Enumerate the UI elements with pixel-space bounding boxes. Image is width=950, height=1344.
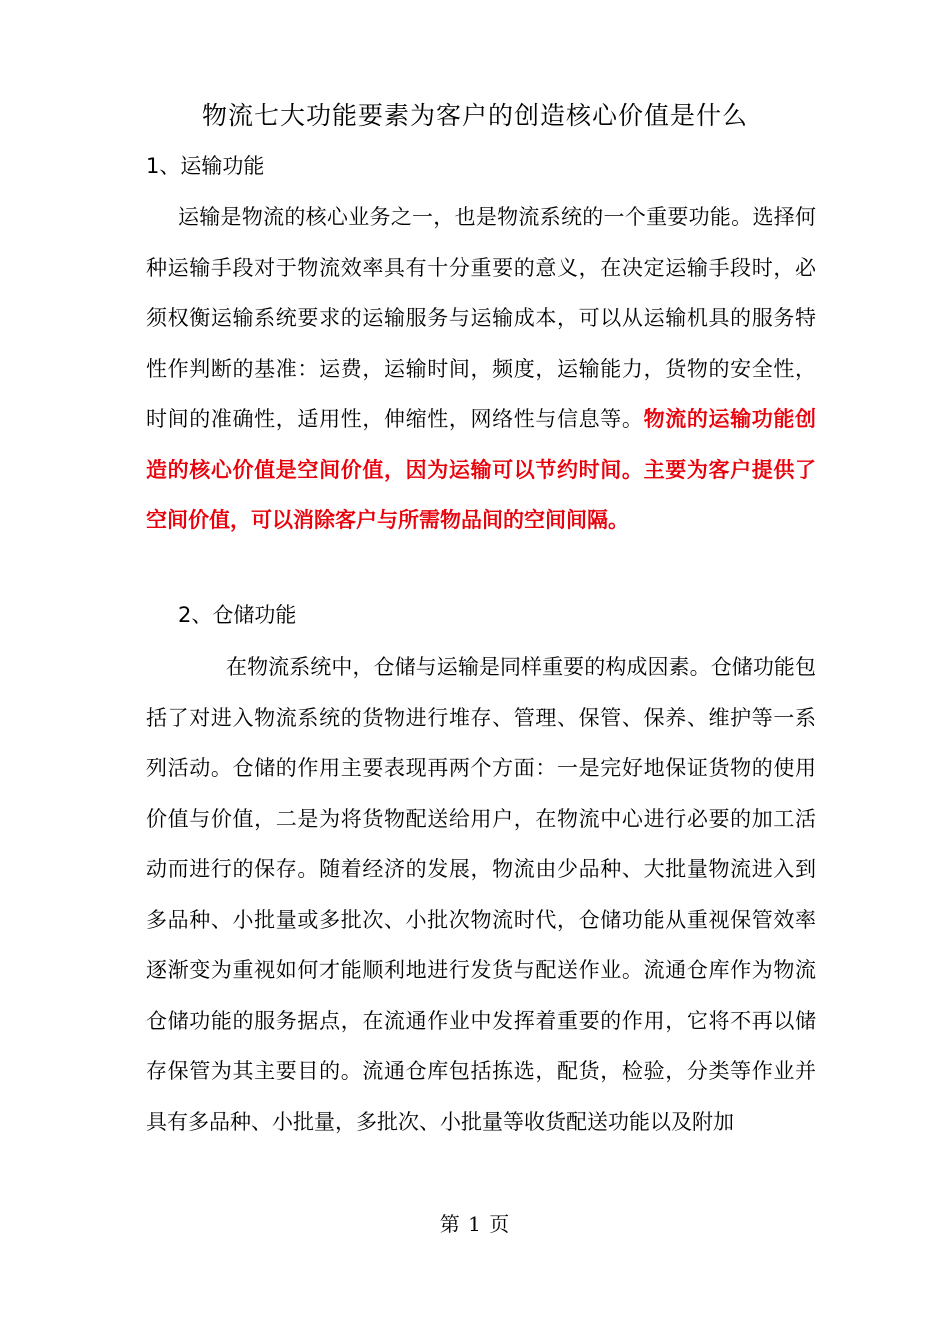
body-text: 在物流系统中，仓储与运输是同样重要的构成因素。仓储功能包括了对进入物流系统的货物进行堆存、管理、保管、保养、维护等一系列活动。仓储的作用主要表现再两个方面：一是完好地保证货物的使用价值与价值，二是为将货物配送给用户，在物流中心进行必要的加工活动而进行的保存。随着经济的发展，物流由少品种、大批量物流进入到多品种、小批量或多批次、小批次物流时代，仓储功能从重视保管效率逐渐变为重视如何才能顺利地进行发货与配送作业。流通仓库作为物流仓储功能的服务据点，在流通作业中发挥着重要的作用，它将不再以储存保管为其主要目的。流通仓库包括拣选，配货，检验，分类等作业并具有多品种、小批量，多批次、小批量等收货配送功能以及附加	[146, 655, 816, 1134]
page-footer: 第 1 页	[439, 1212, 511, 1236]
section-body-storage	[146, 642, 816, 1147]
highlighted-text: 物流的运输功能创造的核心价值是空间价值，因为运输可以节约时间。主要为客户提供了空间价值，可以消除客户与所需物品间的空间间隔。	[146, 406, 817, 532]
body-text: 运输是物流的核心业务之一，也是物流系统的一个重要功能。选择何种运输手段对于物流效率具有十分重要的意义，在决定运输手段时，必须权衡运输系统要求的运输服务与运输成本，可以从运输机具的服务特性作判断的基准：运费，运输时间，频度，运输能力，货物的安全性，时间的准确性，适用性，伸缩性，网络性与信息等。	[146, 205, 816, 431]
section-body-transport	[146, 192, 816, 546]
document-title: 物流七大功能要素为客户的创造核心价值是什么	[201, 101, 748, 130]
section-heading-storage: 2、仓储功能	[178, 603, 297, 627]
section-heading-transport: 1、运输功能	[146, 154, 265, 178]
